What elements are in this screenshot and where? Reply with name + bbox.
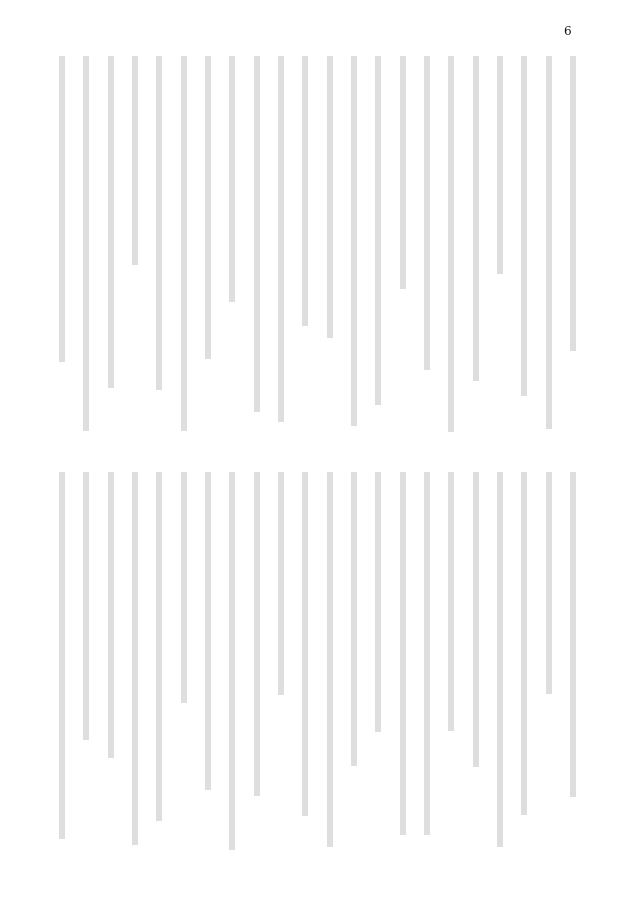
text-line-placeholder xyxy=(299,56,311,432)
text-line-bar xyxy=(132,56,138,265)
text-line-bar xyxy=(570,56,576,351)
text-line-bar xyxy=(254,56,260,412)
text-line-placeholder xyxy=(421,472,433,850)
text-line-placeholder xyxy=(397,56,409,432)
text-line-placeholder xyxy=(129,472,141,850)
text-line-bar xyxy=(181,472,187,703)
page-number: 6 xyxy=(564,24,572,38)
text-line-bar xyxy=(156,56,162,390)
text-line-bar xyxy=(351,56,357,426)
text-line-placeholder xyxy=(348,472,360,850)
text-line-bar xyxy=(229,56,235,302)
text-line-bar xyxy=(424,56,430,370)
text-line-bar xyxy=(83,472,89,740)
text-line-bar xyxy=(278,472,284,695)
text-line-placeholder xyxy=(567,56,579,432)
text-line-placeholder xyxy=(324,472,336,850)
text-line-placeholder xyxy=(324,56,336,432)
text-line-placeholder xyxy=(202,56,214,432)
text-line-placeholder xyxy=(470,56,482,432)
text-line-placeholder xyxy=(105,56,117,432)
text-line-bar xyxy=(400,56,406,289)
text-line-bar xyxy=(546,472,552,694)
text-line-bar xyxy=(254,472,260,796)
text-line-bar xyxy=(108,56,114,388)
text-line-bar xyxy=(302,472,308,816)
text-line-bar xyxy=(351,472,357,766)
text-line-placeholder xyxy=(470,472,482,850)
text-line-placeholder xyxy=(445,56,457,432)
text-line-bar xyxy=(327,472,333,847)
text-line-bar xyxy=(205,56,211,359)
text-line-placeholder xyxy=(56,56,68,432)
running-header xyxy=(0,24,635,44)
text-line-bar xyxy=(278,56,284,422)
text-line-bar xyxy=(375,56,381,405)
text-line-placeholder xyxy=(372,56,384,432)
text-line-placeholder xyxy=(226,472,238,850)
text-line-bar xyxy=(473,56,479,381)
text-line-placeholder xyxy=(80,56,92,432)
text-line-placeholder xyxy=(421,56,433,432)
text-line-bar xyxy=(156,472,162,821)
text-line-placeholder xyxy=(105,472,117,850)
text-line-bar xyxy=(108,472,114,758)
text-line-bar xyxy=(546,56,552,429)
text-line-bar xyxy=(302,56,308,326)
text-line-bar xyxy=(59,472,65,839)
text-line-bar xyxy=(473,472,479,767)
text-line-placeholder xyxy=(348,56,360,432)
text-line-bar xyxy=(83,56,89,431)
text-line-bar xyxy=(59,56,65,362)
text-line-bar xyxy=(181,56,187,431)
text-line-placeholder xyxy=(445,472,457,850)
text-line-bar xyxy=(497,472,503,847)
text-line-bar xyxy=(497,56,503,274)
text-line-placeholder xyxy=(372,472,384,850)
text-line-placeholder xyxy=(397,472,409,850)
text-line-placeholder xyxy=(494,56,506,432)
text-line-bar xyxy=(400,472,406,835)
text-line-bar xyxy=(570,472,576,797)
text-line-placeholder xyxy=(275,472,287,850)
text-line-bar xyxy=(375,472,381,732)
text-line-bar xyxy=(521,56,527,396)
text-line-bar xyxy=(448,56,454,432)
text-block-top xyxy=(50,56,585,432)
text-line-placeholder xyxy=(153,472,165,850)
text-line-placeholder xyxy=(275,56,287,432)
text-line-placeholder xyxy=(178,56,190,432)
text-line-placeholder xyxy=(494,472,506,850)
text-line-bar xyxy=(521,472,527,815)
text-line-placeholder xyxy=(543,472,555,850)
text-line-bar xyxy=(229,472,235,850)
text-line-placeholder xyxy=(178,472,190,850)
text-line-placeholder xyxy=(129,56,141,432)
text-line-placeholder xyxy=(202,472,214,850)
text-line-placeholder xyxy=(543,56,555,432)
text-line-bar xyxy=(132,472,138,845)
text-line-placeholder xyxy=(518,56,530,432)
text-line-placeholder xyxy=(80,472,92,850)
text-line-placeholder xyxy=(299,472,311,850)
text-line-placeholder xyxy=(251,56,263,432)
text-line-placeholder xyxy=(153,56,165,432)
text-line-bar xyxy=(448,472,454,731)
text-line-placeholder xyxy=(567,472,579,850)
text-line-placeholder xyxy=(56,472,68,850)
text-line-placeholder xyxy=(518,472,530,850)
text-line-bar xyxy=(205,472,211,790)
text-line-bar xyxy=(327,56,333,338)
text-block-bottom xyxy=(50,472,585,850)
text-line-placeholder xyxy=(226,56,238,432)
text-line-bar xyxy=(424,472,430,835)
text-line-placeholder xyxy=(251,472,263,850)
